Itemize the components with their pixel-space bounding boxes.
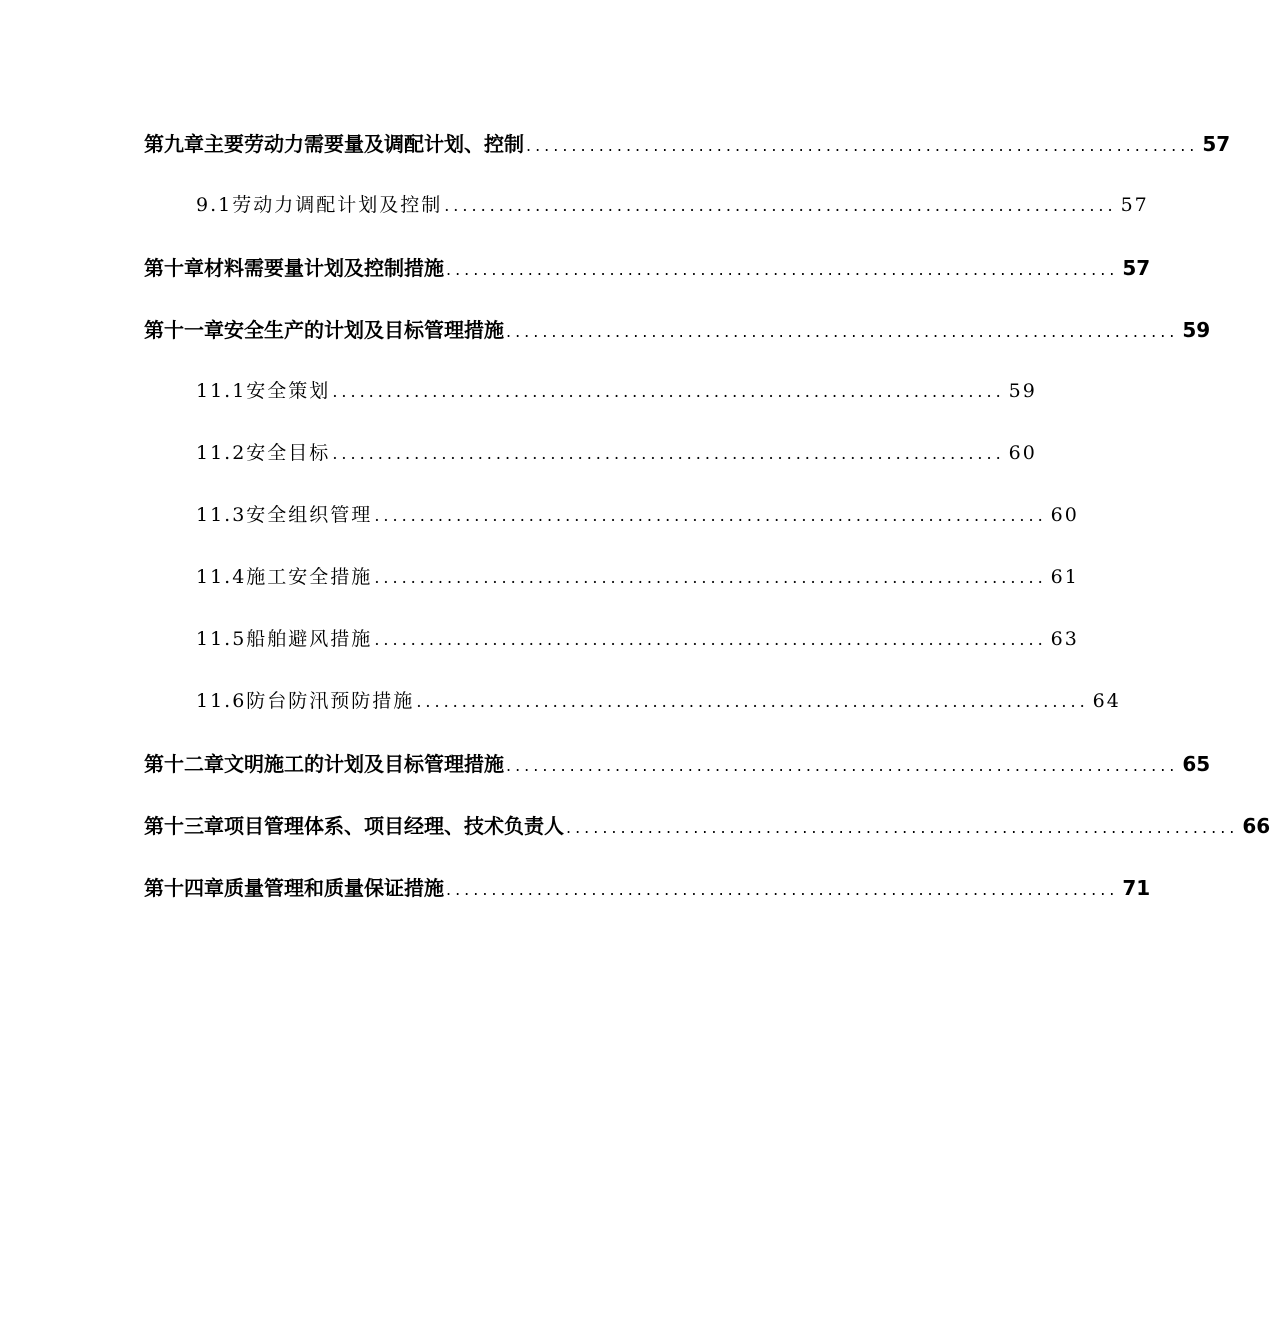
- toc-page-number: 57: [1202, 132, 1231, 156]
- toc-entry-title: 11.2安全目标: [196, 442, 331, 464]
- toc-entry-chapter-9[interactable]: [144, 128, 1231, 190]
- toc-page-number: 57: [1122, 256, 1151, 280]
- toc-entry-section-11-1[interactable]: [144, 376, 1037, 438]
- dot-leader: ..........................................................................: [446, 260, 1119, 279]
- dot-leader: ..........................................................................: [446, 880, 1119, 899]
- dot-leader: ..........................................................................: [526, 136, 1199, 155]
- toc-entry-title: 安全生产的计划及目标管理措施: [224, 318, 504, 342]
- toc-entry-title: 11.1安全策划: [196, 380, 331, 402]
- toc-page-number: 61: [1050, 566, 1079, 588]
- dot-leader: ..........................................................................: [374, 568, 1047, 587]
- toc-entry-section-9-1[interactable]: [144, 190, 1149, 252]
- toc-entry-label: 第十二章: [144, 752, 224, 776]
- toc-entry-title: 文明施工的计划及目标管理措施: [224, 752, 504, 776]
- dot-leader: ..........................................................................: [566, 818, 1239, 837]
- dot-leader: ..........................................................................: [332, 444, 1005, 463]
- toc-page-number: 59: [1182, 318, 1211, 342]
- toc-entry-title: 材料需要量计划及控制措施: [204, 256, 444, 280]
- toc-page-number: 71: [1122, 876, 1151, 900]
- toc-entry-title: 9.1劳动力调配计划及控制: [196, 194, 443, 216]
- dot-leader: ..........................................................................: [506, 756, 1179, 775]
- toc-entry-title: 11.4施工安全措施: [196, 566, 373, 588]
- toc-page-number: 64: [1092, 690, 1121, 712]
- dot-leader: ..........................................................................: [416, 692, 1089, 711]
- toc-entry-section-11-6[interactable]: [144, 686, 1121, 748]
- toc-entry-chapter-12[interactable]: [144, 748, 1211, 810]
- toc-entry-chapter-10[interactable]: [144, 252, 1151, 314]
- toc-entry-title: 主要劳动力需要量及调配计划、控制: [204, 132, 524, 156]
- dot-leader: ..........................................................................: [332, 382, 1005, 401]
- dot-leader: ..........................................................................: [506, 322, 1179, 341]
- dot-leader: ..........................................................................: [374, 506, 1047, 525]
- toc-page-number: 57: [1120, 194, 1149, 216]
- dot-leader: ..........................................................................: [374, 630, 1047, 649]
- toc-page-number: 65: [1182, 752, 1211, 776]
- toc-entry-section-11-3[interactable]: [144, 500, 1079, 562]
- toc-entry-title: 11.3安全组织管理: [196, 504, 373, 526]
- toc-entry-section-11-4[interactable]: [144, 562, 1079, 624]
- toc-entry-section-11-2[interactable]: [144, 438, 1037, 500]
- toc-entry-label: 第九章: [144, 132, 204, 156]
- toc-entry-label: 第十四章: [144, 876, 224, 900]
- toc-entry-label: 第十三章: [144, 814, 224, 838]
- table-of-contents: [144, 128, 1270, 934]
- dot-leader: ..........................................................................: [444, 196, 1117, 215]
- toc-entry-title: 11.6防台防汛预防措施: [196, 690, 415, 712]
- toc-page-number: 59: [1008, 380, 1037, 402]
- toc-entry-label: 第十章: [144, 256, 204, 280]
- toc-page-number: 60: [1050, 504, 1079, 526]
- toc-entry-title: 11.5船舶避风措施: [196, 628, 373, 650]
- toc-page-number: 66: [1242, 814, 1270, 838]
- toc-entry-section-11-5[interactable]: [144, 624, 1079, 686]
- toc-entry-chapter-11[interactable]: [144, 314, 1211, 376]
- toc-entry-title: 项目管理体系、项目经理、技术负责人: [224, 814, 564, 838]
- toc-entry-chapter-14[interactable]: [144, 872, 1151, 934]
- toc-entry-label: 第十一章: [144, 318, 224, 342]
- toc-entry-chapter-13[interactable]: [144, 810, 1270, 872]
- toc-page-number: 60: [1008, 442, 1037, 464]
- toc-page-number: 63: [1050, 628, 1079, 650]
- toc-entry-title: 质量管理和质量保证措施: [224, 876, 444, 900]
